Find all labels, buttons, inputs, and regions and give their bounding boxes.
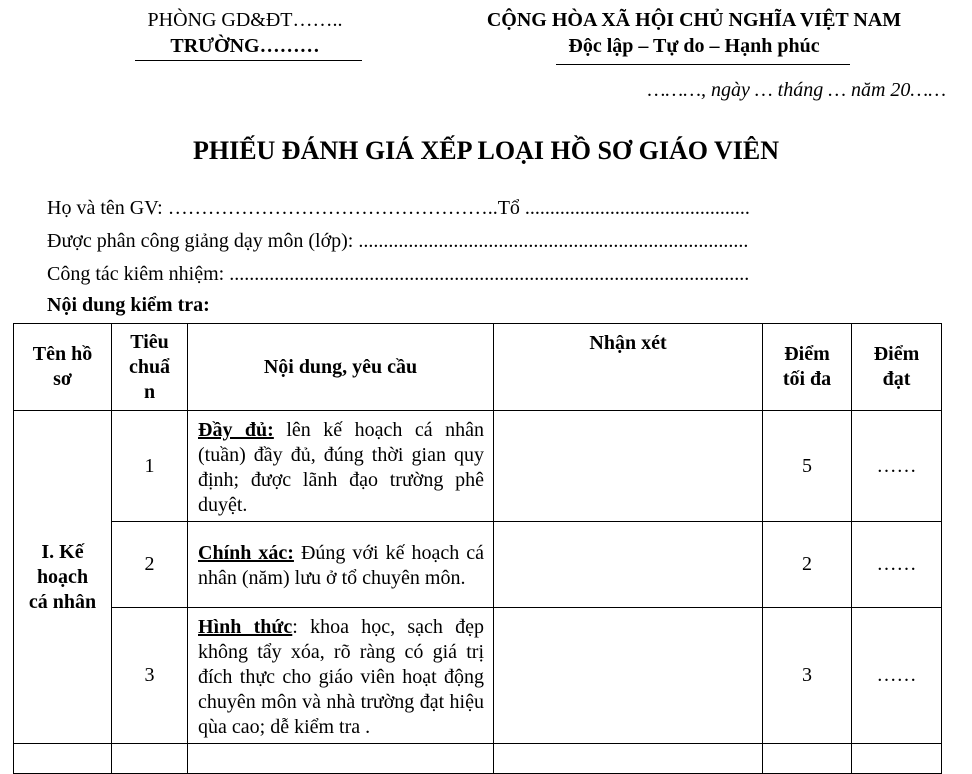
header-max-score: Điểm tối đa — [763, 324, 852, 411]
school-underline — [135, 60, 362, 61]
requirement-body: lên kế hoạch cá nhân (tuần) đầy đủ, đúng thời gian quy định; được lãnh đạo trường phê duyệt. — [198, 418, 484, 516]
national-title: CỘNG HÒA XÃ HỘI CHỦ NGHĨA VIỆT NAM — [486, 9, 902, 31]
school-name: TRƯỜNG……… — [170, 35, 320, 57]
other-duty-field: Công tác kiêm nhiệm: ........................................................................................................ — [47, 263, 750, 285]
requirement-text — [188, 411, 494, 522]
max-score: 5 — [763, 411, 852, 522]
score-achieved[interactable]: …… — [852, 522, 942, 608]
assigned-subject-field: Được phân công giảng dạy môn (lớp): .............................................................................. — [47, 230, 749, 252]
national-motto: Độc lập – Tự do – Hạnh phúc — [568, 35, 820, 57]
requirement-text — [188, 608, 494, 744]
table-header-row — [14, 324, 942, 411]
date-line: ………, ngày … tháng … năm 20…… — [647, 79, 946, 101]
table-row — [14, 522, 942, 608]
header-score: Điểm đạt — [852, 324, 942, 411]
form-title: PHIẾU ĐÁNH GIÁ XẾP LOẠI HỒ SƠ GIÁO VIÊN — [192, 136, 780, 165]
max-score: 3 — [763, 608, 852, 744]
requirement-label: Hình thức — [198, 615, 293, 638]
department-name: PHÒNG GD&ĐT…….. — [147, 9, 343, 31]
requirement-label: Đầy đủ: — [198, 418, 274, 441]
table-row — [14, 411, 942, 522]
record-group-cell: I. Kế hoạch cá nhân — [14, 411, 112, 744]
criterion-number: 2 — [112, 522, 188, 608]
criterion-number: 3 — [112, 608, 188, 744]
comment-cell[interactable] — [494, 608, 763, 744]
table-row-partial — [14, 744, 942, 774]
max-score: 2 — [763, 522, 852, 608]
table-row — [14, 608, 942, 744]
requirement-label: Chính xác: — [198, 542, 294, 564]
motto-underline — [556, 64, 850, 65]
header-comment: Nhận xét — [494, 324, 763, 411]
score-achieved[interactable]: …… — [852, 608, 942, 744]
criterion-number: 1 — [112, 411, 188, 522]
requirement-body: Đúng với kế hoạch cá nhân (năm) lưu ở tổ chuyên môn. — [198, 542, 485, 589]
header-requirement: Nội dung, yêu cầu — [188, 324, 494, 411]
requirement-text — [188, 522, 494, 608]
comment-cell[interactable] — [494, 522, 763, 608]
teacher-name-field: Họ và tên GV: …………………………………………..Tổ ............................................. — [47, 197, 750, 219]
content-heading: Nội dung kiểm tra: — [47, 294, 210, 316]
comment-cell[interactable] — [494, 411, 763, 522]
header-record-name: Tên hồ sơ — [14, 324, 112, 411]
requirement-body: : khoa học, sạch đẹp không tẩy xóa, rõ ràng có giá trị đích thực cho giáo viên hoạt động chuyên môn và nhà trường đạt hiệu qùa cao; dễ kiểm tra . — [198, 615, 484, 738]
score-achieved[interactable]: …… — [852, 411, 942, 522]
header-criterion: Tiêu chuẩ n — [112, 324, 188, 411]
evaluation-table — [13, 323, 942, 774]
